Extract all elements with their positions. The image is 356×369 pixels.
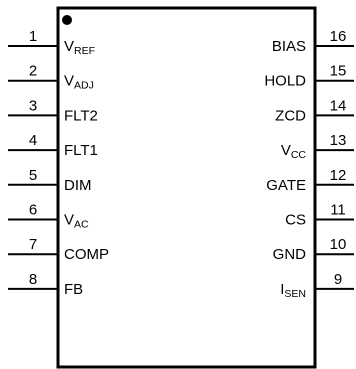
pin-4-label — [64, 142, 98, 159]
pin-7-name: COMP — [64, 246, 109, 264]
pin-16-number: 16 — [329, 28, 347, 45]
pin-2-number: 2 — [28, 62, 38, 80]
pin-15-label — [264, 73, 306, 90]
pin-3-label — [64, 107, 98, 124]
pin-8-name: FB — [64, 280, 84, 298]
pin-11-name: CS — [285, 211, 306, 229]
pin-13-number: 13 — [329, 132, 347, 150]
pin-9-name: I — [280, 280, 285, 298]
pin-4-name: FLT1 — [64, 142, 98, 160]
pin-3-name: FLT2 — [64, 107, 98, 125]
pin-13-subscript: CC — [290, 149, 306, 162]
pin-14-number: 14 — [329, 97, 347, 115]
pin-15-name: HOLD — [264, 72, 306, 90]
pin-14-label — [275, 107, 306, 124]
pin-10-number: 10 — [329, 236, 347, 254]
pin-2-name: V — [64, 72, 75, 90]
pin-5-number: 5 — [28, 166, 38, 184]
pin-14-name: ZCD — [275, 107, 306, 125]
pin-3-number: 3 — [28, 97, 38, 115]
pin-6-number: 6 — [28, 201, 38, 219]
pin-8-number: 8 — [28, 270, 38, 288]
pin-6-name: V — [64, 211, 75, 229]
pin-12-name: GATE — [266, 176, 306, 194]
pin-1-subscript: REF — [74, 45, 96, 57]
pin-10-name: GND — [272, 246, 306, 264]
pin-8-label — [64, 281, 83, 298]
pin-2-subscript: ADJ — [74, 79, 94, 92]
pin-16-name: BIAS — [271, 38, 306, 55]
pin-11-number: 11 — [330, 201, 346, 219]
pin-7-number: 7 — [28, 236, 38, 254]
pin-4-number: 4 — [28, 132, 38, 150]
pin-1-number: 1 — [28, 28, 38, 45]
pin-12-number: 12 — [329, 166, 347, 184]
pin-6-subscript: AC — [74, 218, 89, 231]
pin-1-name: V — [64, 38, 75, 55]
pin-7-label — [64, 246, 109, 263]
pin-16-label — [272, 38, 306, 55]
pin-15-number: 15 — [329, 62, 347, 80]
pin-11-label — [285, 212, 306, 229]
pin-12-label — [266, 177, 306, 194]
pin-5-name: DIM — [64, 176, 92, 194]
pin1-marker-dot — [62, 15, 72, 25]
pin-5-label — [64, 177, 92, 194]
pin-9-subscript: SEN — [284, 287, 306, 300]
pin-10-label — [273, 246, 307, 263]
pin-13-name: V — [280, 142, 291, 160]
pin-9-number: 9 — [333, 270, 343, 288]
